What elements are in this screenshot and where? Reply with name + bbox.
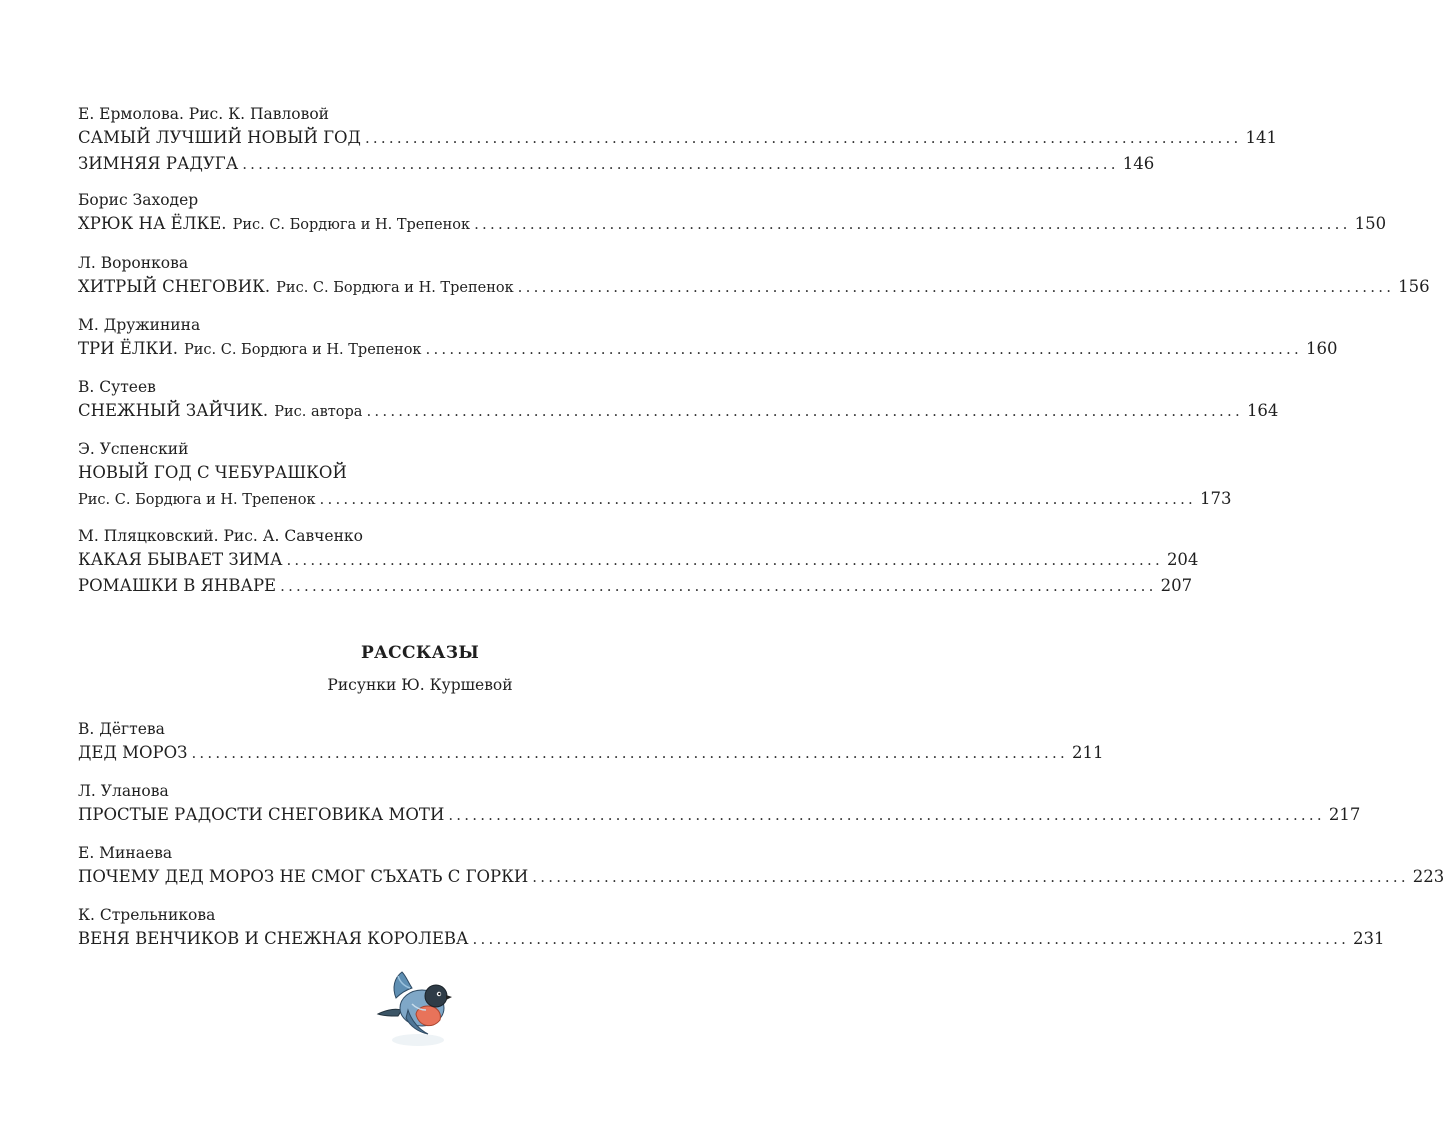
toc-entry	[78, 252, 1430, 300]
story-title: ВЕНЯ ВЕНЧИКОВ И СНЕЖНАЯ КОРОЛЕВА	[78, 929, 469, 948]
story-title: ПОЧЕМУ ДЕД МОРОЗ НЕ СМОГ СЪХАТЬ С ГОРКИ	[78, 867, 529, 886]
bird-shadow	[392, 1034, 444, 1046]
page-number: 164	[1246, 401, 1279, 420]
story-title: ЗИМНЯЯ РАДУГА	[78, 154, 239, 173]
toc-entry	[78, 314, 1338, 362]
bird-head	[425, 985, 447, 1007]
story-title: ТРИ ЁЛКИ.	[78, 339, 178, 358]
dot-leader: ..............................................................................................................	[532, 868, 1409, 886]
story-title: СНЕЖНЫЙ ЗАЙЧИК.	[78, 401, 269, 420]
section-heading: РАССКАЗЫ	[360, 643, 480, 663]
story-title: КАКАЯ БЫВАЕТ ЗИМА	[78, 550, 283, 569]
entry-author: В. Сутеев	[78, 378, 156, 396]
story-title: ХРЮК НА ЁЛКЕ.	[78, 214, 227, 233]
dot-leader: ..............................................................................................................	[517, 278, 1395, 296]
toc-line[interactable]	[78, 151, 1155, 177]
entry-author: Е. Ермолова. Рис. К. Павловой	[78, 105, 329, 123]
entry-author: К. Стрельникова	[78, 906, 216, 924]
page-number: 141	[1245, 128, 1277, 147]
story-title: САМЫЙ ЛУЧШИЙ НОВЫЙ ГОД	[78, 128, 361, 147]
toc-line[interactable]	[78, 486, 1232, 512]
illustrator-credit: Рис. С. Бордюга и Н. Трепенок	[232, 217, 471, 233]
toc-entry	[78, 780, 1361, 828]
toc-line[interactable]	[78, 740, 1104, 766]
bullfinch-bird-icon	[372, 964, 462, 1054]
toc-line[interactable]	[78, 802, 1361, 828]
page-number: 204	[1166, 550, 1199, 569]
page-number: 207	[1160, 576, 1193, 595]
entry-author: М. Дружинина	[78, 316, 201, 334]
dot-leader: ..............................................................................................................	[280, 577, 1157, 595]
illustrator-credit: Рис. С. Бордюга и Н. Трепенок	[78, 492, 316, 508]
dot-leader: ..............................................................................................................	[425, 340, 1302, 358]
toc-line[interactable]	[78, 336, 1338, 362]
page-number: 223	[1412, 867, 1444, 886]
entry-author: Л. Уланова	[78, 782, 169, 800]
page-number: 156	[1398, 277, 1430, 296]
toc-entry	[78, 189, 1387, 237]
dot-leader: ..............................................................................................................	[366, 402, 1243, 420]
toc-line[interactable]	[78, 926, 1385, 952]
dot-leader: ..............................................................................................................	[364, 129, 1242, 147]
page-number: 173	[1200, 489, 1232, 508]
toc-entry	[78, 103, 1277, 177]
entry-author: Е. Минаева	[78, 844, 173, 862]
toc-line[interactable]	[78, 125, 1277, 151]
bird-beak	[446, 995, 452, 1000]
toc-entry	[78, 438, 1232, 512]
toc-line[interactable]	[78, 398, 1279, 424]
section-subtitle: Рисунки Ю. Куршевой	[327, 676, 513, 694]
entry-author: Борис Заходер	[78, 191, 199, 209]
page-number: 217	[1328, 805, 1361, 824]
page-number: 150	[1354, 214, 1387, 233]
dot-leader: ..............................................................................................................	[286, 551, 1163, 569]
story-title: РОМАШКИ В ЯНВАРЕ	[78, 576, 277, 595]
toc-entry	[78, 525, 1199, 599]
toc-line[interactable]	[78, 274, 1430, 300]
dot-leader: ..............................................................................................................	[319, 490, 1197, 508]
dot-leader: ..............................................................................................................	[472, 930, 1350, 948]
illustrator-credit: Рис. автора	[274, 404, 363, 420]
bird-tail	[378, 1009, 402, 1016]
toc-entry	[78, 842, 1444, 890]
dot-leader: ..............................................................................................................	[191, 744, 1068, 762]
toc-entry	[78, 904, 1385, 952]
bird-eye-pupil	[438, 993, 440, 995]
page-number: 146	[1122, 154, 1155, 173]
toc-line[interactable]	[78, 864, 1444, 890]
entry-author: В. Дёгтева	[78, 720, 165, 738]
page-number: 160	[1305, 339, 1338, 358]
page-number: 231	[1353, 929, 1385, 948]
story-title[interactable]: НОВЫЙ ГОД С ЧЕБУРАШКОЙ	[78, 463, 347, 482]
illustrator-credit: Рис. С. Бордюга и Н. Трепенок	[183, 342, 422, 358]
entry-author: Л. Воронкова	[78, 254, 189, 272]
toc-line[interactable]	[78, 573, 1193, 599]
illustrator-credit: Рис. С. Бордюга и Н. Трепенок	[276, 280, 514, 296]
toc-line[interactable]	[78, 547, 1199, 573]
toc-entry	[78, 718, 1104, 766]
dot-leader: ..............................................................................................................	[448, 806, 1325, 824]
story-title: ХИТРЫЙ СНЕГОВИК.	[78, 277, 271, 296]
toc-entry	[78, 376, 1279, 424]
story-title: ДЕД МОРОЗ	[78, 743, 188, 762]
story-title: ПРОСТЫЕ РАДОСТИ СНЕГОВИКА МОТИ	[78, 805, 445, 824]
entry-author: Э. Успенский	[78, 440, 189, 458]
toc-line[interactable]	[78, 211, 1387, 237]
dot-leader: ..............................................................................................................	[242, 155, 1119, 173]
dot-leader: ..............................................................................................................	[474, 215, 1351, 233]
page-number: 211	[1071, 743, 1104, 762]
entry-author: М. Пляцковский. Рис. А. Савченко	[78, 527, 363, 545]
